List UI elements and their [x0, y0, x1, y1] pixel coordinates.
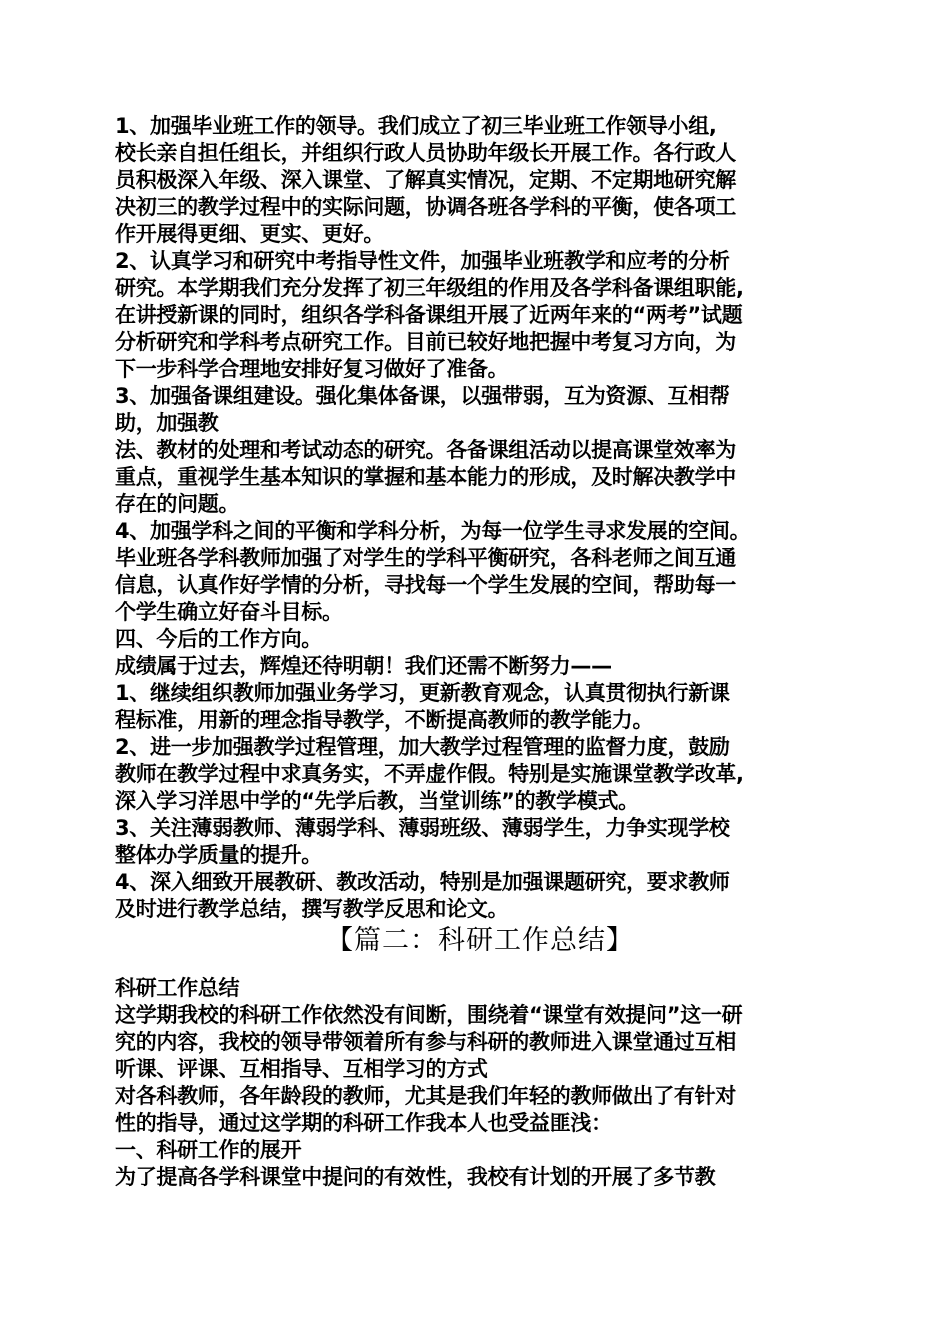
- text-line: 及时进行教学总结，撰写教学反思和论文。: [115, 897, 509, 921]
- text-line: 信息，认真作好学情的分析，寻找每一个学生发展的空间，帮助每一: [115, 573, 736, 597]
- text-line: 4、深入细致开展教研、教改活动，特别是加强课题研究，要求教师: [115, 870, 730, 894]
- section-title-line: 四、今后的工作方向。: [115, 627, 322, 651]
- text-line: 员积极深入年级、深入课堂、了解真实情况，定期、不定期地研究解: [115, 168, 736, 192]
- text-line: 个学生确立好奋斗目标。: [115, 600, 343, 624]
- text-line: 法、教材的处理和考试动态的研究。各备课组活动以提高课堂效率为: [115, 438, 736, 462]
- paragraph-group-1: [115, 113, 845, 923]
- text-line: 助，加强教: [115, 411, 219, 435]
- text-line: 作开展得更细、更实、更好。: [115, 222, 385, 246]
- text-line: 程标准，用新的理念指导教学，不断提高教师的教学能力。: [115, 708, 654, 732]
- text-line: 1、继续组织教师加强业务学习，更新教育观念，认真贯彻执行新课: [115, 681, 730, 705]
- text-line: 存在的问题。: [115, 492, 240, 516]
- text-line: 听课、评课、互相指导、互相学习的方式: [115, 1057, 488, 1081]
- text-line: 这学期我校的科研工作依然没有间断，围绕着“课堂有效提问”这一研: [115, 1003, 743, 1027]
- text-line: 整体办学质量的提升。: [115, 843, 322, 867]
- text-line: 1、加强毕业班工作的领导。我们成立了初三毕业班工作领导小组,: [115, 114, 717, 138]
- text-line: 深入学习洋思中学的“先学后教，当堂训练”的教学模式。: [115, 789, 639, 813]
- text-line: 分析研究和学科考点研究工作。目前已较好地把握中考复习方向，为: [115, 330, 736, 354]
- text-line: 4、加强学科之间的平衡和学科分析，为每一位学生寻求发展的空间。: [115, 519, 751, 543]
- text-line: 3、关注薄弱教师、薄弱学科、薄弱班级、薄弱学生，力争实现学校: [115, 816, 730, 840]
- text-line: 2、进一步加强教学过程管理，加大教学过程管理的监督力度，鼓励: [115, 735, 730, 759]
- subsection-title-line: 科研工作总结: [115, 976, 240, 1000]
- text-line: 为了提高各学科课堂中提问的有效性，我校有计划的开展了多节教: [115, 1165, 716, 1189]
- section-title-line: 一、科研工作的展开: [115, 1138, 302, 1162]
- text-line: 决初三的教学过程中的实际问题，协调各班各学科的平衡，使各项工: [115, 195, 736, 219]
- text-line: 究的内容，我校的领导带领着所有参与科研的教师进入课堂通过互相: [115, 1030, 736, 1054]
- text-line: 3、加强备课组建设。强化集体备课，以强带弱，互为资源、互相帮: [115, 384, 730, 408]
- text-line: 下一步科学合理地安排好复习做好了准备。: [115, 357, 509, 381]
- text-line: 教师在教学过程中求真务实，不弄虚作假。特别是实施课堂教学改革,: [115, 762, 744, 786]
- text-line: 研究。本学期我们充分发挥了初三年级组的作用及各学科备课组职能,: [115, 276, 744, 300]
- text-line: 毕业班各学科教师加强了对学生的学科平衡研究，各科老师之间互通: [115, 546, 736, 570]
- text-line: 2、认真学习和研究中考指导性文件，加强毕业班教学和应考的分析: [115, 249, 730, 273]
- text-line: 成绩属于过去，辉煌还待明朝！我们还需不断努力——: [115, 654, 612, 678]
- text-line: 对各科教师，各年龄段的教师，尤其是我们年轻的教师做出了有针对: [115, 1084, 736, 1108]
- section-heading: 【篇二：科研工作总结】: [326, 925, 634, 956]
- text-line: 在讲授新课的同时，组织各学科备课组开展了近两年来的“两考”试题: [115, 303, 743, 327]
- paragraph-group-2: [115, 975, 845, 1191]
- text-line: 重点，重视学生基本知识的掌握和基本能力的形成，及时解决教学中: [115, 465, 736, 489]
- document-body: [115, 113, 845, 1191]
- text-line: 校长亲自担任组长，并组织行政人员协助年级长开展工作。各行政人: [115, 141, 736, 165]
- text-line: 性的指导，通过这学期的科研工作我本人也受益匪浅：: [115, 1111, 612, 1135]
